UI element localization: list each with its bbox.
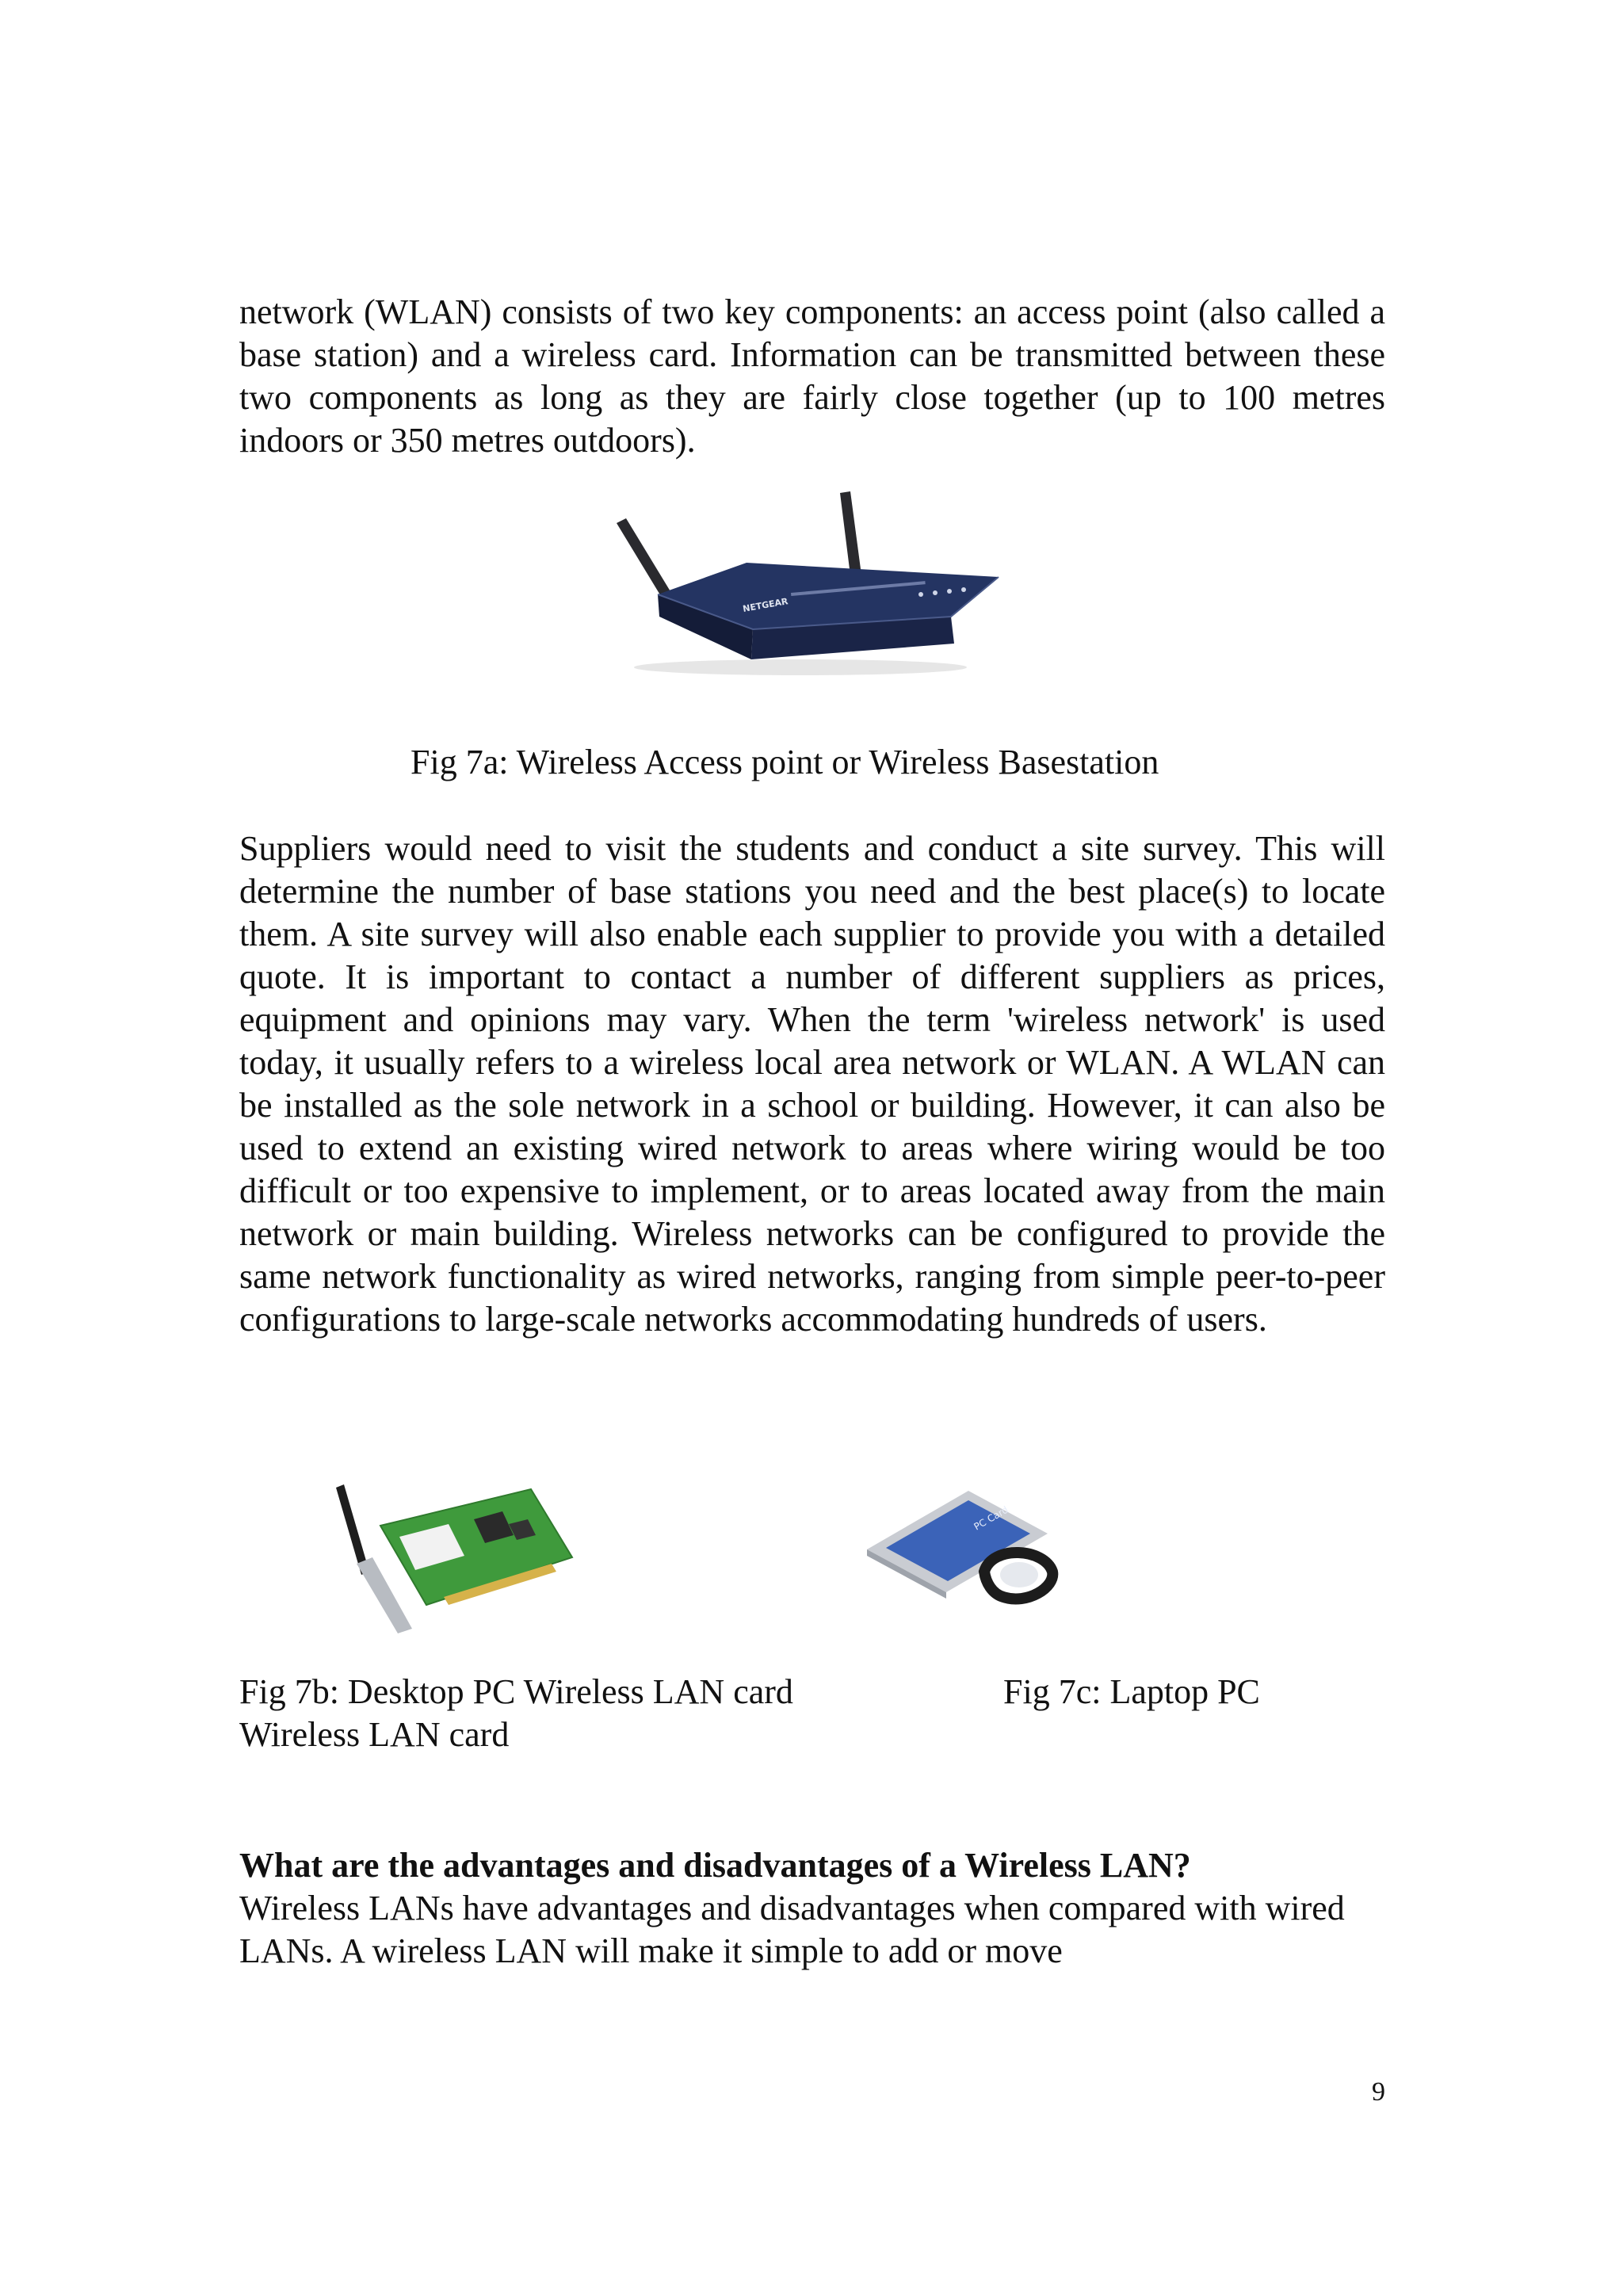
intro-paragraph: network (WLAN) consists of two key components: an access point (also called a base station) and a wireless card. Information can be transmitted between these two components as long as they are fairly close together (up to 100 metres indoors or 350 metres outdoors). <box>239 292 1385 460</box>
access-point-image <box>602 483 1014 682</box>
fig7b-caption-continued: Wireless LAN card <box>239 1715 510 1754</box>
fig7a-caption: Fig 7a: Wireless Access point or Wireless Basestation <box>411 743 1159 781</box>
advantages-heading: What are the advantages and disadvantages of a Wireless LAN? <box>239 1846 1191 1885</box>
fig7c-caption: Fig 7c: Laptop PC <box>1003 1672 1260 1711</box>
fig7b-caption: Fig 7b: Desktop PC Wireless LAN card <box>239 1672 793 1711</box>
advantages-paragraph: Wireless LANs have advantages and disadvantages when compared with wired LANs. A wireless LAN will make it simple to add or move <box>239 1889 1345 1970</box>
pc-card-label: PC Card <box>972 1503 1010 1533</box>
pci-wireless-card-image <box>325 1470 586 1637</box>
page-number: 9 <box>1372 2077 1385 2107</box>
pc-card-image <box>857 1478 1071 1617</box>
suppliers-paragraph: Suppliers would need to visit the students and conduct a site survey. This will determine the number of base stations you need and the best place(s) to locate them. A site survey will also enable each supplier to provide you with a detailed quote. It is important to contact a number of different suppliers as prices, equipment and opinions may vary. When the term 'wireless network' is used today, it usually refers to a wireless local area network or WLAN. A WLAN can be installed as the sole network in a school or building. However, it can also be used to extend an existing wired network to areas where wiring would be too difficult or too expensive to implement, or to areas located away from the main network or main building. Wireless networks can be configured to provide the same network functionality as wired networks, ranging from simple peer-to-peer configurations to large-scale networks accommodating hundreds of users. <box>239 829 1385 1339</box>
router-brand-label: NETGEAR <box>742 596 789 614</box>
